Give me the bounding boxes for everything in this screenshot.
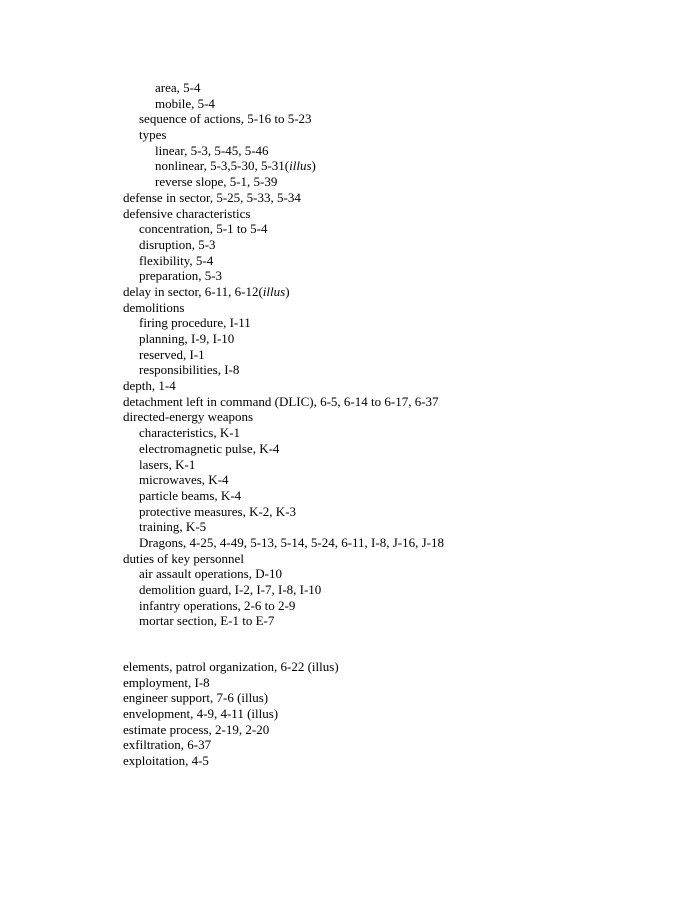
entry-text: engineer support, 7-6 (illus) xyxy=(123,690,269,706)
entry-text: types xyxy=(139,127,167,143)
entry-text: microwaves, K-4 xyxy=(139,472,229,488)
entry-text: detachment left in command (DLIC), 6-5, 6-14 to 6-17, 6-37 xyxy=(123,393,439,409)
entry-text: delay in sector, 6-11, 6-12( xyxy=(123,283,263,299)
index-entry xyxy=(123,753,683,769)
index-entry xyxy=(123,409,683,425)
index-entry xyxy=(123,378,683,394)
index-entry xyxy=(123,190,683,206)
entry-text: flexibility, 5-4 xyxy=(139,252,214,268)
index-subentry xyxy=(123,253,683,269)
entry-text: exfiltration, 6-37 xyxy=(123,737,212,753)
entry-text: characteristics, K-1 xyxy=(139,425,241,441)
index-subentry xyxy=(123,111,683,127)
entry-text: elements, patrol organization, 6-22 (illus) xyxy=(123,659,339,674)
index-entry xyxy=(123,551,683,567)
index-subentry xyxy=(123,519,683,535)
index-subentry xyxy=(123,535,683,551)
index-entry xyxy=(123,300,683,316)
index-subentry xyxy=(123,80,683,96)
index-subentry xyxy=(123,315,683,331)
entry-text: duties of key personnel xyxy=(123,550,244,566)
index-subentry xyxy=(123,425,683,441)
entry-text: reserved, I-1 xyxy=(139,346,205,362)
index-subentry xyxy=(123,268,683,284)
index-subentry xyxy=(123,488,683,504)
index-entry xyxy=(123,394,683,410)
entry-text: firing procedure, I-11 xyxy=(139,315,251,331)
entry-text: training, K-5 xyxy=(139,519,207,535)
entry-text: lasers, K-1 xyxy=(139,456,196,472)
entry-text: demolition guard, I-2, I-7, I-8, I-10 xyxy=(139,582,322,597)
index-subentry xyxy=(123,347,683,363)
index-subentry xyxy=(123,174,683,190)
entry-text: sequence of actions, 5-16 to 5-23 xyxy=(139,111,312,127)
index-subentry xyxy=(123,237,683,253)
entry-text: defensive characteristics xyxy=(123,205,251,221)
index-subentry xyxy=(123,472,683,488)
index-subentry xyxy=(123,127,683,143)
entry-text: estimate process, 2-19, 2-20 xyxy=(123,721,270,737)
index-subentry xyxy=(123,96,683,112)
entry-italic-text: illus xyxy=(289,158,312,174)
entry-text: infantry operations, 2-6 to 2-9 xyxy=(139,597,296,613)
entry-trailing-text: ) xyxy=(311,158,316,174)
index-subentry xyxy=(123,362,683,378)
entry-text: defense in sector, 5-25, 5-33, 5-34 xyxy=(123,189,301,205)
index-subentry xyxy=(123,221,683,237)
entry-text: nonlinear, 5-3,5-30, 5-31( xyxy=(155,158,290,174)
index-block-d xyxy=(123,80,683,629)
entry-text: preparation, 5-3 xyxy=(139,268,223,284)
entry-text: mortar section, E-1 to E-7 xyxy=(139,613,275,629)
index-subentry xyxy=(123,613,683,629)
index-entry xyxy=(123,690,683,706)
index-subentry xyxy=(123,504,683,520)
index-entry xyxy=(123,737,683,753)
entry-text: depth, 1-4 xyxy=(123,378,176,394)
entry-text: Dragons, 4-25, 4-49, 5-13, 5-14, 5-24, 6-11, I-8, J-16, J-18 xyxy=(139,534,444,550)
entry-text: employment, I-8 xyxy=(123,674,210,690)
index-entry xyxy=(123,284,683,300)
entry-text: concentration, 5-1 to 5-4 xyxy=(139,221,268,237)
entry-text: responsibilities, I-8 xyxy=(139,362,240,378)
index-subentry xyxy=(123,457,683,473)
entry-text: protective measures, K-2, K-3 xyxy=(139,503,297,519)
index-subentry xyxy=(123,143,683,159)
entry-text: mobile, 5-4 xyxy=(155,95,215,111)
entry-italic-text: illus xyxy=(262,283,286,299)
entry-text: exploitation, 4-5 xyxy=(123,753,209,769)
index-entry xyxy=(123,706,683,722)
entry-text: air assault operations, D-10 xyxy=(139,566,282,582)
entry-text: reverse slope, 5-1, 5-39 xyxy=(155,174,278,190)
index-entry xyxy=(123,722,683,738)
entry-text: demolitions xyxy=(123,299,185,315)
index-subentry xyxy=(123,582,683,598)
entry-text: directed-energy weapons xyxy=(123,409,254,425)
entry-text: planning, I-9, I-10 xyxy=(139,331,235,346)
entry-text: disruption, 5-3 xyxy=(139,236,216,252)
index-entry xyxy=(123,675,683,691)
entry-text: envelopment, 4-9, 4-11 (illus) xyxy=(123,706,279,722)
index-block-e xyxy=(123,659,683,769)
index-entry xyxy=(123,206,683,222)
index-subentry xyxy=(123,158,683,174)
entry-text: linear, 5-3, 5-45, 5-46 xyxy=(155,142,269,158)
entry-text: electromagnetic pulse, K-4 xyxy=(139,440,280,456)
index-subentry xyxy=(123,598,683,614)
index-subentry xyxy=(123,441,683,457)
entry-text: particle beams, K-4 xyxy=(139,487,242,503)
entry-trailing-text: ) xyxy=(285,283,290,299)
index-subentry xyxy=(123,331,683,347)
entry-text: area, 5-4 xyxy=(155,80,201,95)
index-entry xyxy=(123,659,683,675)
index-subentry xyxy=(123,566,683,582)
